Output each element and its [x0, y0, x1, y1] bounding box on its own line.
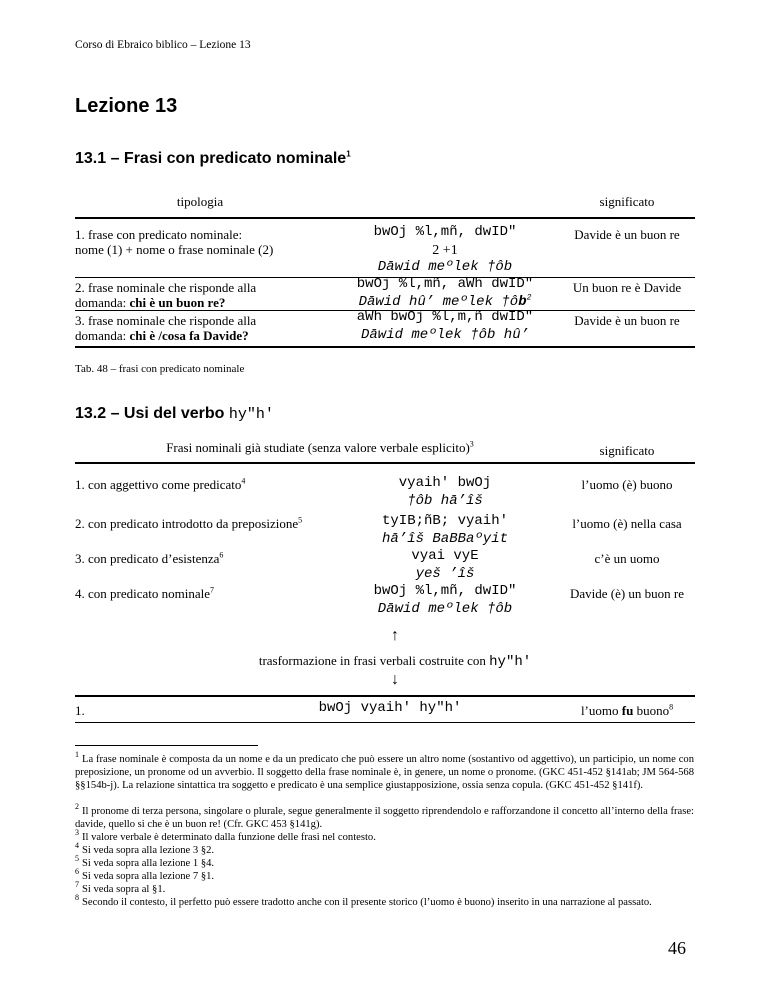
type-question: chi è /cosa fa Davide? [129, 328, 249, 343]
hebrew-cell [330, 276, 560, 311]
table-rule [75, 695, 695, 697]
footnote [75, 802, 694, 831]
type-line [75, 295, 335, 310]
footnote [75, 854, 694, 870]
translit-part: Dāwid hû’ meºlek †ô [358, 293, 519, 310]
footnote-ref: 3 [469, 439, 474, 449]
hebrew-text: vyai vyE [411, 548, 479, 564]
footnote [75, 828, 694, 844]
footnote-number: 5 [75, 854, 79, 864]
meaning-part: buono [633, 703, 670, 718]
type-line: 3. frase nominale che risponde alla [75, 313, 257, 328]
translit-text: Dāwid meºlek †ôb [377, 600, 513, 617]
hebrew-cell [330, 309, 560, 344]
translit-text: Dāwid meºlek †ôb hû’ [360, 326, 530, 343]
col-header-significato: significato [599, 443, 655, 458]
footnote [75, 841, 694, 857]
arrow-up-icon: ↑ [391, 627, 399, 644]
hebrew-cell [330, 224, 560, 277]
footnote-number: 2 [75, 802, 79, 812]
translit-text: Dāwid meºlek †ôb [377, 259, 513, 275]
table-row-type [75, 280, 335, 310]
type-line: 1. frase con predicato nominale: [75, 227, 243, 242]
section-1-title [75, 150, 351, 168]
type-prefix: domanda: [75, 328, 130, 343]
type-prefix: domanda: [75, 295, 130, 310]
usage-text: 2. con predicato introdotto da preposizione [75, 516, 299, 531]
hebrew-cell [330, 583, 560, 618]
footnote-number: 7 [75, 880, 79, 890]
usage-text: 1. con aggettivo come predicato [75, 477, 242, 492]
footnote-ref: 8 [669, 702, 674, 712]
footnote [75, 880, 694, 896]
table-rule [75, 346, 695, 348]
meaning-bold: fu [621, 703, 634, 718]
table-row-type [75, 313, 335, 343]
hebrew-text: aWh bwOj %l,m,ñ dwID" [356, 309, 534, 325]
footnote-ref: 1 [346, 149, 351, 159]
verb-hebrew: hy"h' [489, 654, 532, 670]
verb-hebrew: hy"h' [228, 406, 274, 423]
usage-text: 4. con predicato nominale [75, 586, 211, 601]
meaning-cell: l’uomo (è) buono [581, 477, 673, 492]
meaning-cell: Un buon re è Davide [572, 280, 682, 295]
footnote-ref: 7 [210, 585, 215, 595]
footnote-ref: 2 [526, 292, 532, 302]
hebrew-text: bwOj %l,mñ, dwID" [373, 583, 517, 599]
footnote [75, 893, 694, 909]
usage-label [75, 586, 214, 601]
verbal-meaning [560, 703, 694, 718]
type-line: 2. frase nominale che risponde alla [75, 280, 257, 295]
table-caption: Tab. 48 – frasi con predicato nominale [75, 363, 245, 375]
footnote-ref: 6 [219, 550, 224, 560]
meaning-cell: Davide (è) un buon re [569, 586, 685, 601]
type-line [75, 328, 335, 343]
hebrew-cell [330, 548, 560, 583]
footnote-number: 1 [75, 750, 79, 760]
col-header-text: Frasi nominali già studiate (senza valore verbale esplicito) [166, 440, 470, 455]
section-2-title-text: 13.2 – Usi del verbo [75, 405, 229, 422]
footnote-number: 4 [75, 841, 79, 851]
hebrew-text: tyIB;ñB; vyaih' [381, 513, 509, 529]
footnote-separator [75, 745, 258, 746]
arrow-down-icon: ↓ [391, 671, 399, 688]
col-header-frasi [110, 440, 530, 455]
footnote-text: La frase nominale è composta da un nome e da un predicato che può essere un altro nome (sostantivo od aggettivo), un participio, un nome con preposizione, un pronome od un avverbio. Il soggetto della frase nominale è, in genere, un nome o pronome. (GKC 451-452 §141ab; JM 564-568 §§154b-j). La relazione sintattica tra soggetto e predicato è una semplice giustapposizione, ossia senza copula. (GKC 451-452 §141f). [75, 754, 694, 791]
hebrew-cell [330, 513, 560, 548]
type-line: nome (1) + nome o frase nominale (2) [75, 242, 274, 257]
usage-label [75, 551, 223, 566]
section-1-title-text: 13.1 – Frasi con predicato nominale [75, 150, 347, 167]
running-header: Corso di Ebraico biblico – Lezione 13 [75, 39, 251, 51]
col-header-tipologia: tipologia [176, 194, 224, 209]
hebrew-text: bwOj %l,mñ, dwID" [373, 224, 517, 240]
footnote-text: Si veda sopra alla lezione 1 §4. [82, 858, 215, 869]
footnote-text: Il pronome di terza persona, singolare o plurale, segue generalmente il soggetto riprendendolo e rafforzandone il concetto all’interno della frase: davide, quello si che è un buon re! (Cfr. GKC 453 §141g). [75, 806, 694, 830]
page-number: 46 [668, 938, 686, 958]
translit-bold: b [518, 293, 527, 310]
table-rule [75, 217, 695, 219]
table-rule [75, 462, 695, 464]
type-question: chi è un buon re? [129, 295, 226, 310]
meaning-cell: Davide è un buon re [574, 227, 680, 242]
footnote-text: Si veda sopra al §1. [82, 884, 166, 895]
usage-label [75, 477, 245, 492]
usage-label [75, 516, 302, 531]
meaning-part: l’uomo [580, 703, 622, 718]
lesson-title: Lezione 13 [75, 95, 178, 117]
footnote [75, 750, 694, 792]
numbering-text: 2 +1 [432, 242, 458, 258]
footnote-text: Secondo il contesto, il perfetto può essere tradotto anche con il presente storico (l’uomo è buono) inserito in una narrazione al passato. [82, 897, 652, 908]
footnote-number: 3 [75, 828, 79, 838]
footnote [75, 867, 694, 883]
hebrew-text: bwOj %l,mñ, aWh dwID" [356, 276, 534, 292]
verbal-hebrew: bwOj vyaih' hy"h' [318, 700, 462, 716]
meaning-cell: c’è un uomo [594, 551, 660, 566]
footnote-number: 6 [75, 867, 79, 877]
meaning-cell: l’uomo (è) nella casa [572, 516, 682, 531]
table-row-type [75, 227, 335, 257]
footnote-ref: 4 [241, 476, 246, 486]
section-2-title [75, 405, 274, 423]
meaning-cell: Davide è un buon re [574, 313, 680, 328]
translit-text: yeš ’îš [415, 565, 475, 582]
footnote-ref: 5 [298, 515, 303, 525]
hebrew-text: vyaih' bwOj [398, 475, 492, 491]
footnote-text: Il valore verbale è determinato dalla funzione delle frasi nel contesto. [82, 832, 376, 843]
verbal-row-label: 1. [75, 703, 85, 718]
footnote-number: 8 [75, 893, 79, 903]
translit-text: hā’îš BaBBaºyit [381, 530, 509, 547]
col-header-significato: significato [599, 194, 655, 209]
footnote-text: Si veda sopra alla lezione 3 §2. [82, 845, 215, 856]
translit-text: †ôb hā’îš [407, 492, 483, 509]
usage-text: 3. con predicato d’esistenza [75, 551, 220, 566]
hebrew-cell [330, 475, 560, 510]
transform-caption [75, 653, 715, 670]
table-rule [75, 722, 695, 723]
footnote-text: Si veda sopra alla lezione 7 §1. [82, 871, 215, 882]
transform-text: trasformazione in frasi verbali costruite con [258, 653, 490, 668]
